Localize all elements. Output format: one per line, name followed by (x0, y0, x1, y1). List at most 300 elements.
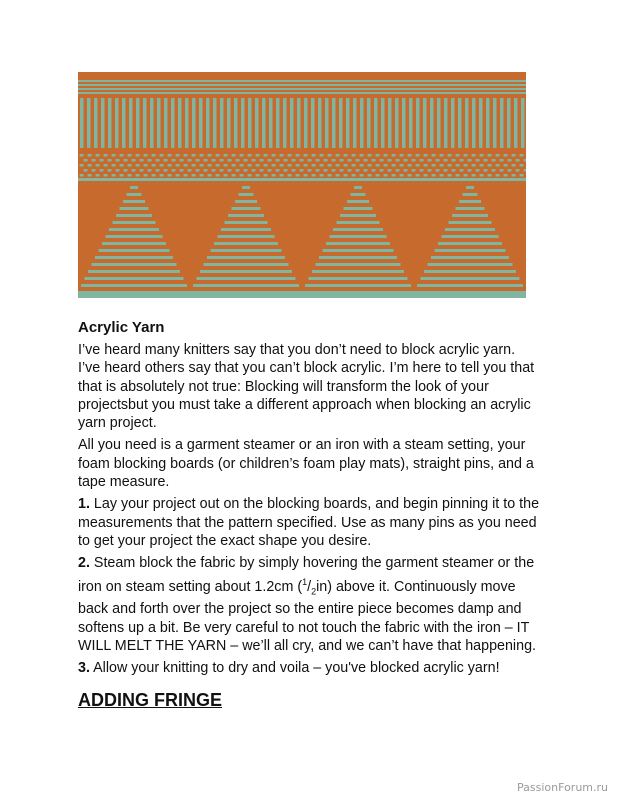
triangle-stripe (402, 244, 426, 247)
triangle-stripe (392, 209, 436, 212)
mosaic-stitch (88, 164, 92, 167)
mosaic-stitch (144, 154, 148, 157)
mosaic-stitch (384, 174, 388, 177)
mosaic-stitch (440, 164, 444, 167)
rib-column (381, 98, 385, 148)
mosaic-stitch (80, 174, 84, 177)
triangle-stripe (428, 263, 513, 266)
mosaic-stitch (100, 169, 104, 172)
mosaic-stitch (420, 169, 424, 172)
mosaic-stitch (340, 169, 344, 172)
triangle-stripe (498, 188, 526, 191)
rib-column (367, 98, 371, 148)
triangle-stripe (508, 223, 526, 226)
mosaic-stitch (496, 164, 500, 167)
mosaic-stitch (208, 174, 212, 177)
mosaic-stitch (512, 154, 516, 157)
triangle-stripe (127, 193, 142, 196)
triangle-stripe (170, 216, 210, 219)
mosaic-stitch (220, 169, 224, 172)
mosaic-stitch (484, 169, 488, 172)
mosaic-stitch (272, 164, 276, 167)
mosaic-stitch (236, 169, 240, 172)
mosaic-stitch (228, 159, 232, 162)
rib-column (437, 98, 441, 148)
mosaic-stitch (428, 169, 432, 172)
triangle-stripe (394, 216, 434, 219)
mosaic-stitch (308, 159, 312, 162)
mosaic-stitch (176, 154, 180, 157)
triangle-stripe (296, 265, 308, 268)
mosaic-stitch (284, 159, 288, 162)
rib-column (444, 98, 448, 148)
mosaic-stitch (408, 154, 412, 157)
mosaic-stitch (232, 174, 236, 177)
mosaic-stitch (356, 159, 360, 162)
mosaic-stitch (476, 159, 480, 162)
rib-column (283, 98, 287, 148)
mosaic-stitch (200, 174, 204, 177)
main-content (78, 318, 540, 682)
mosaic-stitch (520, 174, 524, 177)
triangle-stripe (390, 202, 438, 205)
rib-column (395, 98, 399, 148)
triangle-stripe (386, 188, 442, 191)
rib-column (122, 98, 126, 148)
mosaic-stitch (284, 169, 288, 172)
rib-column (178, 98, 182, 148)
fraction-numerator: 1 (302, 576, 308, 587)
mosaic-stitch (492, 169, 496, 172)
rib-column (262, 98, 266, 148)
step-text: Allow your knitting to dry and voila – you've blocked acrylic yarn! (93, 660, 500, 677)
mosaic-stitch (216, 174, 220, 177)
mosaic-stitch (248, 174, 252, 177)
mosaic-stitch (456, 154, 460, 157)
step-3 (78, 659, 540, 677)
mosaic-stitch (304, 154, 308, 157)
mosaic-stitch (144, 174, 148, 177)
mosaic-stitch (496, 174, 500, 177)
mosaic-stitch (352, 174, 356, 177)
rib-column (353, 98, 357, 148)
triangle-stripe (78, 272, 82, 275)
mosaic-stitch (472, 164, 476, 167)
mosaic-stitch (356, 169, 360, 172)
rib-column (164, 98, 168, 148)
mosaic-stitch (140, 159, 144, 162)
mosaic-stitch (444, 159, 448, 162)
triangle-stripe (274, 188, 330, 191)
garter-ridge (78, 294, 526, 298)
rib-column (451, 98, 455, 148)
triangle-stripe (180, 251, 200, 254)
mosaic-stitch (468, 169, 472, 172)
triangle-stripe (182, 258, 198, 261)
mosaic-stitch (316, 169, 320, 172)
mosaic-stitch (184, 154, 188, 157)
mosaic-stitch (160, 154, 164, 157)
triangle-stripe (417, 284, 523, 287)
mosaic-stitch (256, 164, 260, 167)
mosaic-stitch (220, 159, 224, 162)
mosaic-stitch (204, 159, 208, 162)
triangle-stripe (354, 186, 362, 189)
mosaic-stitch (340, 159, 344, 162)
mosaic-stitch (280, 154, 284, 157)
mosaic-stitch (508, 159, 512, 162)
rib-column (388, 98, 392, 148)
mosaic-stitch (460, 169, 464, 172)
mosaic-stitch (336, 164, 340, 167)
knitted-swatch-image (78, 72, 526, 298)
triangle-stripe (78, 195, 104, 198)
mosaic-stitch (388, 159, 392, 162)
mosaic-stitch (324, 159, 328, 162)
mosaic-stitch (504, 174, 508, 177)
triangle-stripe (78, 237, 92, 240)
mosaic-stitch (376, 164, 380, 167)
mosaic-stitch (504, 164, 508, 167)
triangle-stripe (78, 202, 102, 205)
triangle-stripe (207, 256, 285, 259)
triangle-stripe (286, 230, 318, 233)
mosaic-stitch (424, 164, 428, 167)
mosaic-stitch (280, 174, 284, 177)
mosaic-stitch (524, 169, 526, 172)
rib-column (101, 98, 105, 148)
mosaic-stitch (172, 159, 176, 162)
mosaic-stitch (176, 174, 180, 177)
mosaic-stitch (180, 169, 184, 172)
mosaic-stitch (168, 164, 172, 167)
mosaic-stitch (480, 154, 484, 157)
mosaic-stitch (348, 159, 352, 162)
mosaic-stitch (96, 154, 100, 157)
rib-column (493, 98, 497, 148)
mosaic-stitch (412, 169, 416, 172)
triangle-stripe (221, 228, 271, 231)
rib-column (192, 98, 196, 148)
mosaic-stitch (224, 154, 228, 157)
mosaic-stitch (392, 174, 396, 177)
mosaic-stitch (216, 154, 220, 157)
mosaic-stitch (396, 159, 400, 162)
mosaic-stitch (240, 164, 244, 167)
triangle-stripe (225, 221, 268, 224)
mosaic-stitch (120, 154, 124, 157)
triangle-stripe (278, 202, 326, 205)
mosaic-stitch (468, 159, 472, 162)
mosaic-stitch (316, 159, 320, 162)
triangle-stripe (445, 228, 495, 231)
mosaic-stitch (256, 154, 260, 157)
mosaic-stitch (456, 164, 460, 167)
rib-column (500, 98, 504, 148)
triangle-stripe (333, 228, 383, 231)
triangle-stripe (276, 195, 328, 198)
mosaic-stitch (116, 169, 120, 172)
mosaic-stitch (324, 169, 328, 172)
mosaic-stitch (288, 174, 292, 177)
mosaic-stitch (376, 154, 380, 157)
triangle-stripe (106, 235, 163, 238)
mosaic-stitch (400, 164, 404, 167)
triangle-stripe (284, 223, 320, 226)
triangle-stripe (438, 242, 502, 245)
triangle-stripe (190, 291, 303, 294)
mosaic-stitch (444, 169, 448, 172)
triangle-stripe (239, 193, 254, 196)
mosaic-stitch (84, 169, 88, 172)
rib-column (402, 98, 406, 148)
section-title: Acrylic Yarn (78, 319, 165, 336)
mosaic-stitch (224, 164, 228, 167)
mosaic-stitch (352, 164, 356, 167)
triangle-stripe (398, 230, 430, 233)
fraction-denominator: 2 (311, 586, 317, 597)
mosaic-stitch (276, 169, 280, 172)
triangle-stripe (102, 242, 166, 245)
mosaic-stitch (448, 154, 452, 157)
mosaic-stitch (360, 154, 364, 157)
mosaic-stitch (208, 154, 212, 157)
mosaic-stitch (456, 174, 460, 177)
garter-ridge (78, 80, 526, 82)
rib-column (332, 98, 336, 148)
triangle-stripe (78, 279, 80, 282)
rib-column (423, 98, 427, 148)
mosaic-stitch (396, 169, 400, 172)
triangle-stripe (81, 284, 187, 287)
step-text-after: in) above it. Continuously move back and forth over the project so the entire piece becomes damp and softens up a bit. Be very careful to not touch the fabric with the iron – IT WILL MELT THE YARN – we’ll all cry, and we can’t have that happening. (78, 578, 536, 655)
mosaic-stitch (152, 154, 156, 157)
mosaic-stitch (344, 174, 348, 177)
mosaic-stitch (272, 174, 276, 177)
mosaic-stitch (516, 159, 520, 162)
mosaic-stitch (384, 154, 388, 157)
mosaic-stitch (484, 159, 488, 162)
rib-column (486, 98, 490, 148)
triangle-stripe (78, 216, 98, 219)
mosaic-stitch (344, 164, 348, 167)
mosaic-stitch (372, 159, 376, 162)
mosaic-stitch (116, 159, 120, 162)
intro-paragraph: I’ve heard many knitters say that you don’t need to block acrylic yarn. I’ve heard others say that you can’t block acrylic. I’m here to tell you that that is absolutely not true: Blocking will transform the look of your projectsbut you must take a different approach when blocking an acrylic yarn project. (78, 342, 535, 432)
rib-column (276, 98, 280, 148)
mosaic-stitch (488, 174, 492, 177)
triangle-stripe (388, 195, 440, 198)
mosaic-stitch (232, 154, 236, 157)
mosaic-stitch (512, 164, 516, 167)
triangle-stripe (435, 249, 506, 252)
triangle-stripe (282, 216, 322, 219)
triangle-stripe (340, 214, 376, 217)
mosaic-stitch (428, 159, 432, 162)
triangle-stripe (522, 272, 526, 275)
mosaic-stitch (292, 159, 296, 162)
mosaic-stitch (96, 164, 100, 167)
mosaic-stitch (464, 154, 468, 157)
mosaic-stitch (236, 159, 240, 162)
rib-column (409, 98, 413, 148)
mosaic-stitch (460, 159, 464, 162)
triangle-stripe (400, 237, 428, 240)
rib-column (465, 98, 469, 148)
mosaic-stitch (164, 159, 168, 162)
mosaic-stitch (92, 159, 96, 162)
mosaic-stitch (108, 169, 112, 172)
mosaic-stitch (296, 154, 300, 157)
mosaic-stitch (524, 159, 526, 162)
triangle-stripe (442, 235, 499, 238)
rib-column (255, 98, 259, 148)
triangle-stripe (78, 258, 86, 261)
triangle-stripe (92, 263, 177, 266)
triangle-stripe (294, 258, 310, 261)
rib-column (346, 98, 350, 148)
mosaic-stitch (232, 164, 236, 167)
rib-column (304, 98, 308, 148)
rib-column (136, 98, 140, 148)
mosaic-stitch (400, 174, 404, 177)
mosaic-stitch (416, 154, 420, 157)
triangle-stripe (164, 195, 216, 198)
mosaic-stitch (360, 174, 364, 177)
fraction-slash: / (307, 578, 312, 595)
mosaic-stitch (92, 169, 96, 172)
mosaic-stitch (312, 174, 316, 177)
triangle-stripe (337, 221, 380, 224)
mosaic-stitch (192, 154, 196, 157)
mosaic-stitch (264, 174, 268, 177)
mosaic-stitch (192, 174, 196, 177)
mosaic-stitch (104, 174, 108, 177)
mosaic-stitch (500, 169, 504, 172)
mosaic-stitch (384, 164, 388, 167)
mosaic-stitch (80, 154, 84, 157)
mosaic-stitch (156, 169, 160, 172)
triangle-stripe (466, 186, 474, 189)
rib-column (143, 98, 147, 148)
mosaic-stitch (436, 169, 440, 172)
triangle-stripe (197, 277, 296, 280)
rib-column (507, 98, 511, 148)
rib-column (220, 98, 224, 148)
mosaic-stitch (496, 154, 500, 157)
mosaic-stitch (408, 164, 412, 167)
mosaic-stitch (364, 169, 368, 172)
mosaic-stitch (516, 169, 520, 172)
mosaic-stitch (440, 174, 444, 177)
triangle-stripe (298, 272, 306, 275)
triangle-stripe (88, 270, 180, 273)
triangle-stripe (99, 249, 170, 252)
triangle-stripe (300, 279, 304, 282)
mosaic-stitch (168, 174, 172, 177)
triangle-stripe (116, 214, 152, 217)
triangle-stripe (312, 270, 404, 273)
triangle-stripe (330, 235, 387, 238)
triangle-stripe (421, 277, 520, 280)
mosaic-stitch (336, 154, 340, 157)
mosaic-stitch (432, 164, 436, 167)
triangle-stripe (242, 186, 250, 189)
mosaic-stitch (248, 164, 252, 167)
rib-column (199, 98, 203, 148)
mosaic-stitch (368, 174, 372, 177)
triangle-stripe (504, 209, 526, 212)
mosaic-stitch (508, 169, 512, 172)
triangle-stripe (305, 284, 411, 287)
rib-column (185, 98, 189, 148)
mosaic-stitch (372, 169, 376, 172)
step-text: Lay your project out on the blocking boards, and begin pinning it to the measurements that the pattern specified. Use as many pins as you need to get your project the exact shape you desire. (78, 496, 540, 549)
mosaic-stitch (420, 159, 424, 162)
mosaic-stitch (432, 154, 436, 157)
mosaic-stitch (188, 169, 192, 172)
mosaic-stitch (264, 154, 268, 157)
mosaic-stitch (512, 174, 516, 177)
triangle-stripe (452, 214, 488, 217)
mosaic-stitch (120, 174, 124, 177)
step-text-before: Steam block the fabric by simply hovering the garment steamer or the iron on steam setting about 1.2cm ( (78, 555, 535, 595)
mosaic-stitch (360, 164, 364, 167)
mosaic-stitch (260, 159, 264, 162)
mosaic-stitch (416, 164, 420, 167)
rib-column (129, 98, 133, 148)
rib-column (94, 98, 98, 148)
mosaic-stitch (404, 169, 408, 172)
triangle-stripe (78, 230, 94, 233)
mosaic-stitch (296, 164, 300, 167)
mosaic-stitch (152, 164, 156, 167)
step-number: 3. (78, 660, 90, 677)
triangle-stripe (302, 291, 415, 294)
watermark: PassionForum.ru (517, 781, 608, 794)
triangle-stripe (211, 249, 282, 252)
triangle-stripe (78, 251, 88, 254)
triangle-stripe (288, 237, 316, 240)
mosaic-stitch (200, 154, 204, 157)
mosaic-stitch (472, 174, 476, 177)
mosaic-stitch (436, 159, 440, 162)
mosaic-stitch (124, 169, 128, 172)
triangle-stripe (290, 244, 314, 247)
rib-column (521, 98, 525, 148)
triangle-stripe (200, 270, 292, 273)
mosaic-stitch (336, 174, 340, 177)
mosaic-stitch (264, 164, 268, 167)
mosaic-stitch (252, 159, 256, 162)
triangle-stripe (520, 265, 526, 268)
mosaic-stitch (188, 159, 192, 162)
mosaic-stitch (328, 174, 332, 177)
garter-ridge (78, 84, 526, 86)
mosaic-stitch (132, 169, 136, 172)
triangle-stripe (95, 256, 173, 259)
mosaic-stitch (472, 154, 476, 157)
mosaic-stitch (184, 174, 188, 177)
rib-column (157, 98, 161, 148)
mosaic-stitch (328, 154, 332, 157)
rib-column (416, 98, 420, 148)
mosaic-stitch (292, 169, 296, 172)
triangle-stripe (449, 221, 492, 224)
triangle-stripe (280, 209, 324, 212)
rib-column (472, 98, 476, 148)
rib-column (241, 98, 245, 148)
